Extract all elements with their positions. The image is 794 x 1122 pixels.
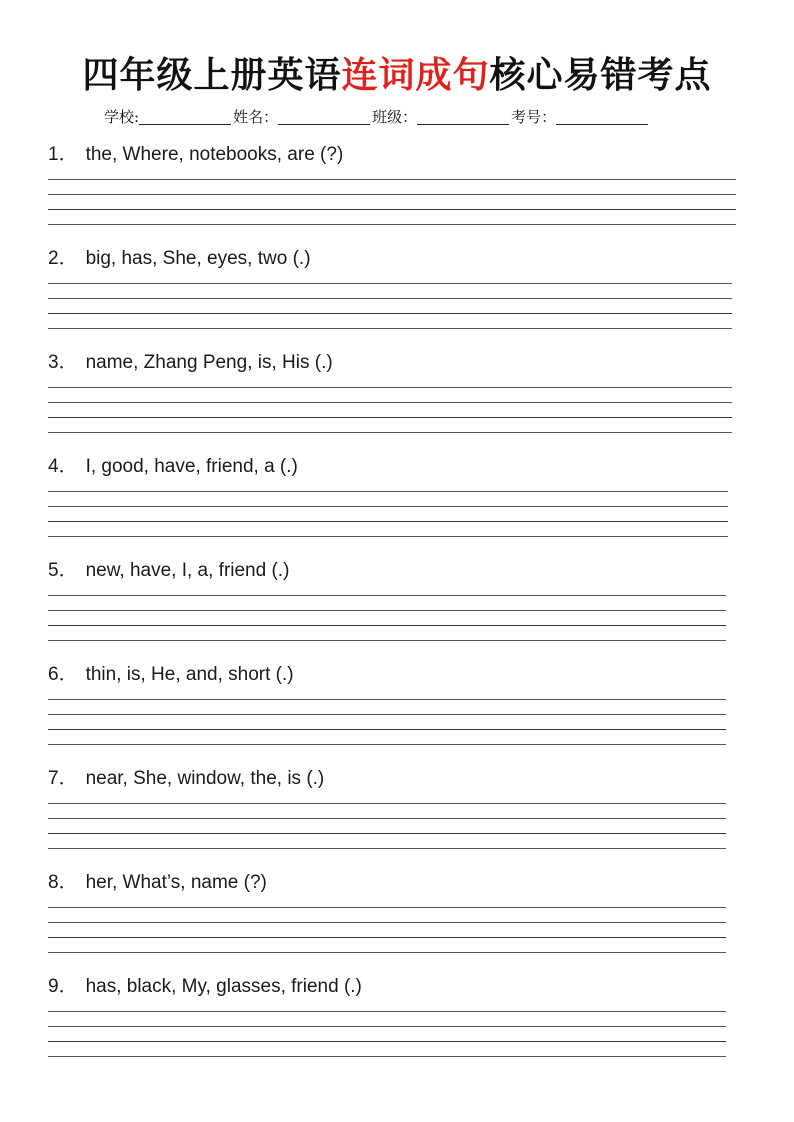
question-prompt: [48, 974, 362, 1000]
answer-line[interactable]: [48, 402, 732, 403]
exam-number-blank[interactable]: [556, 108, 648, 125]
class-label: 班级：: [372, 108, 418, 126]
question-9: [48, 974, 738, 1064]
answer-line[interactable]: [48, 521, 728, 522]
question-2: [48, 246, 738, 336]
question-number: 3．: [48, 352, 78, 373]
question-words: has, black, My, glasses, friend (.): [85, 976, 362, 997]
question-prompt: [48, 870, 267, 896]
name-blank[interactable]: [278, 108, 370, 125]
question-number: 5．: [48, 560, 78, 581]
answer-line[interactable]: [48, 313, 732, 314]
question-prompt: [48, 558, 289, 584]
question-number: 9．: [48, 976, 78, 997]
answer-line[interactable]: [48, 1011, 726, 1012]
answer-line[interactable]: [48, 417, 732, 418]
answer-line[interactable]: [48, 1041, 726, 1042]
answer-line[interactable]: [48, 625, 726, 626]
question-6: [48, 662, 738, 752]
answer-line[interactable]: [48, 907, 726, 908]
question-number: 6．: [48, 664, 78, 685]
class-field: [372, 104, 511, 130]
name-field: [233, 104, 372, 130]
question-number: 8．: [48, 872, 78, 893]
answer-line[interactable]: [48, 491, 728, 492]
answer-line[interactable]: [48, 714, 726, 715]
question-3: [48, 350, 738, 440]
answer-line[interactable]: [48, 699, 726, 700]
answer-line[interactable]: [48, 937, 726, 938]
answer-line[interactable]: [48, 922, 726, 923]
answer-line[interactable]: [48, 833, 726, 834]
question-number: 7．: [48, 768, 78, 789]
answer-line[interactable]: [48, 803, 726, 804]
answer-line[interactable]: [48, 224, 736, 225]
question-7: [48, 766, 738, 856]
question-1: [48, 142, 738, 232]
question-8: [48, 870, 738, 960]
title-highlight: 连词成句: [341, 55, 490, 96]
class-blank[interactable]: [417, 108, 509, 125]
question-4: [48, 454, 738, 544]
question-prompt: [48, 350, 333, 376]
question-prompt: [48, 662, 294, 688]
answer-line[interactable]: [48, 1026, 726, 1027]
question-words: near, She, window, the, is (.): [85, 768, 325, 789]
answer-line[interactable]: [48, 179, 736, 180]
question-number: 4．: [48, 456, 78, 477]
exam-number-label: 考号：: [511, 108, 557, 126]
answer-line[interactable]: [48, 432, 732, 433]
answer-line[interactable]: [48, 610, 726, 611]
question-words: new, have, I, a, friend (.): [85, 560, 290, 581]
question-5: [48, 558, 738, 648]
question-prompt: [48, 246, 311, 272]
question-words: thin, is, He, and, short (.): [85, 664, 294, 685]
question-words: her, What’s, name (?): [85, 872, 267, 893]
answer-line[interactable]: [48, 640, 726, 641]
exam-number-field: [511, 104, 650, 130]
answer-line[interactable]: [48, 506, 728, 507]
question-words: the, Where, notebooks, are (?): [85, 144, 344, 165]
question-number: 2．: [48, 248, 78, 269]
name-label: 姓名：: [233, 108, 279, 126]
answer-line[interactable]: [48, 536, 728, 537]
question-number: 1．: [48, 144, 78, 165]
title-part-2: 核心易错考点: [489, 55, 712, 96]
answer-line[interactable]: [48, 194, 736, 195]
answer-line[interactable]: [48, 298, 732, 299]
question-words: name, Zhang Peng, is, His (.): [85, 352, 333, 373]
answer-line[interactable]: [48, 1056, 726, 1057]
school-field: [104, 104, 233, 130]
answer-line[interactable]: [48, 209, 736, 210]
answer-line[interactable]: [48, 744, 726, 745]
answer-line[interactable]: [48, 848, 726, 849]
answer-line[interactable]: [48, 818, 726, 819]
question-words: big, has, She, eyes, two (.): [85, 248, 311, 269]
answer-line[interactable]: [48, 952, 726, 953]
student-info-fields: [104, 104, 704, 130]
answer-line[interactable]: [48, 595, 726, 596]
question-prompt: [48, 766, 324, 792]
question-prompt: [48, 454, 298, 480]
question-words: I, good, have, friend, a (.): [85, 456, 298, 477]
answer-line[interactable]: [48, 387, 732, 388]
school-label: 学校:: [104, 108, 140, 126]
answer-line[interactable]: [48, 328, 732, 329]
school-blank[interactable]: [139, 108, 231, 125]
question-prompt: [48, 142, 343, 168]
page-title: [0, 52, 794, 100]
title-part-1: 四年级上册英语: [82, 55, 342, 96]
answer-line[interactable]: [48, 729, 726, 730]
answer-line[interactable]: [48, 283, 732, 284]
